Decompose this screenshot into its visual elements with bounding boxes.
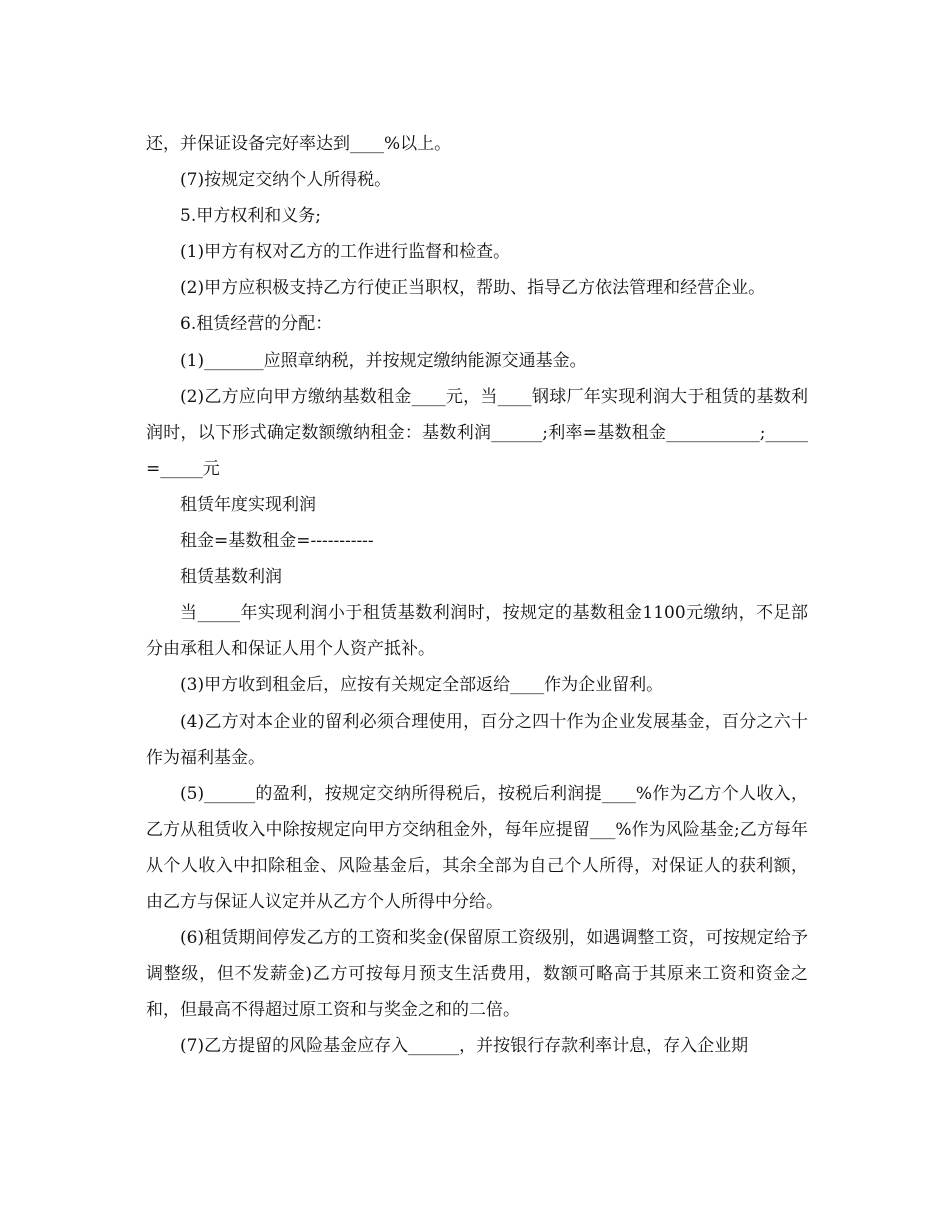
paragraph: (6)租赁期间停发乙方的工资和奖金(保留原工资级别，如遇调整工资，可按规定给予调整级，但不发薪金)乙方可按每月预支生活费用，数额可略高于其原来工资和资金之和，但最高不得超过原工资和与奖金之和的二倍。 <box>146 928 808 1021</box>
paragraph: (5)______的盈利，按规定交纳所得税后，按税后利润提____%作为乙方个人收入，乙方从租赁收入中除按规定向甲方交纳租金外，每年应提留___%作为风险基金;乙方每年从个人收入中扣除租金、风险基金后，其余全部为自己个人所得，对保证人的获利额，由乙方与保证人议定并从乙方个人所得中分给。 <box>146 783 808 912</box>
paragraph: (3)甲方收到租金后，应按有关规定全部返给____作为企业留利。 <box>180 675 664 696</box>
formula-line: 租赁年度实现利润 <box>180 494 316 515</box>
paragraph: (2)甲方应积极支持乙方行使正当职权，帮助、指导乙方依法管理和经营企业。 <box>180 278 766 299</box>
paragraph: (4)乙方对本企业的留利必须合理使用，百分之四十作为企业发展基金，百分之六十作为福利基金。 <box>146 711 808 768</box>
section-heading: 6.租赁经营的分配： <box>180 314 333 335</box>
paragraph: (1)甲方有权对乙方的工作进行监督和检查。 <box>180 242 511 263</box>
paragraph: (7)按规定交纳个人所得税。 <box>180 170 392 191</box>
paragraph: 还，并保证设备完好率达到____%以上。 <box>146 134 452 154</box>
paragraph: (2)乙方应向甲方缴纳基数租金____元，当____钢球厂年实现利润大于租赁的基数利润时，以下形式确定数额缴纳租金：基数利润______;利率=基数租金___________;_____=_____元 <box>146 386 808 479</box>
paragraph: (1)_______应照章纳税，并按规定缴纳能源交通基金。 <box>180 350 587 371</box>
section-heading: 5.甲方权利和义务; <box>180 206 321 227</box>
document-body <box>146 126 808 1064</box>
formula-line: 租金=基数租金=----------- <box>180 531 374 552</box>
formula-line: 租赁基数利润 <box>180 567 282 588</box>
paragraph: (7)乙方提留的风险基金应存入______，并按银行存款利率计息，存入企业期 <box>180 1036 749 1057</box>
paragraph: 当_____年实现利润小于租赁基数利润时，按规定的基数租金1100元缴纳，不足部分由承租人和保证人用个人资产抵补。 <box>146 603 808 660</box>
